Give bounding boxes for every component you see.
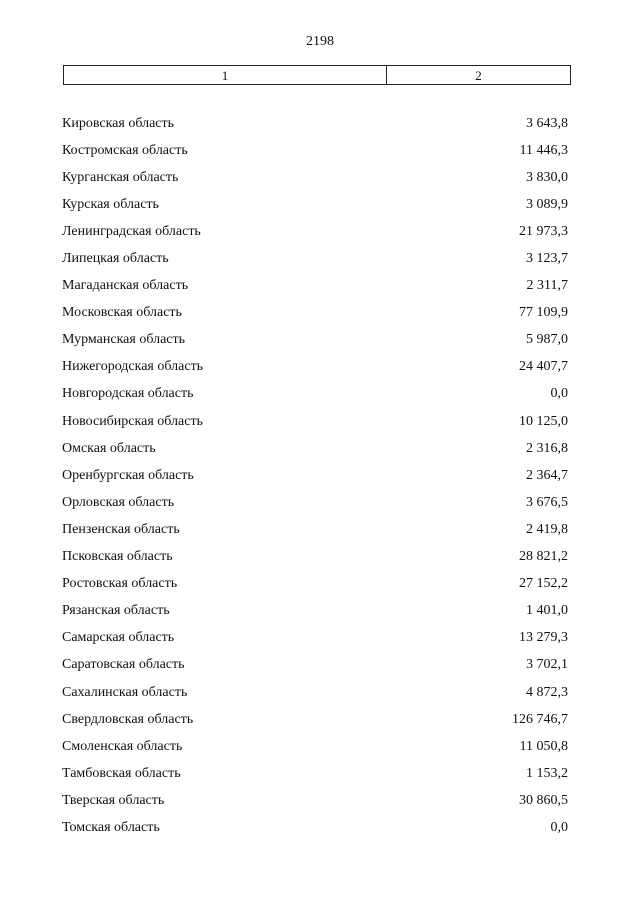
region-value: 3 830,0 <box>526 169 568 185</box>
table-row <box>62 787 568 814</box>
region-value: 2 311,7 <box>526 278 568 294</box>
table-row <box>62 625 568 652</box>
region-name: Смоленская область <box>62 738 183 754</box>
region-value: 1 153,2 <box>526 765 568 781</box>
region-name: Курская область <box>62 196 159 212</box>
region-name: Орловская область <box>62 494 175 510</box>
region-value: 3 676,5 <box>526 494 568 510</box>
region-value: 4 872,3 <box>526 684 568 700</box>
region-value: 24 407,7 <box>519 359 568 375</box>
region-name: Пензенская область <box>62 521 180 537</box>
table-row <box>62 137 568 164</box>
region-name: Тамбовская область <box>62 765 181 781</box>
region-value: 30 860,5 <box>519 792 568 808</box>
table-row <box>62 760 568 787</box>
region-name: Кировская область <box>62 115 175 131</box>
region-value: 2 419,8 <box>526 521 568 537</box>
region-name: Томская область <box>62 819 160 835</box>
region-value: 0,0 <box>550 386 568 402</box>
table-row <box>62 462 568 489</box>
region-name: Рязанская область <box>62 603 170 619</box>
table-row <box>62 327 568 354</box>
region-name: Липецкая область <box>62 251 169 267</box>
table-row <box>62 489 568 516</box>
region-value: 27 152,2 <box>519 576 568 592</box>
region-name: Сахалинская область <box>62 684 188 700</box>
region-name: Псковская область <box>62 549 173 565</box>
region-value: 0,0 <box>550 819 568 835</box>
region-table-body <box>62 110 568 842</box>
table-row <box>62 435 568 462</box>
region-name: Ростовская область <box>62 576 178 592</box>
region-name: Нижегородская область <box>62 359 204 375</box>
table-row <box>62 706 568 733</box>
region-value: 3 702,1 <box>526 657 568 673</box>
table-row <box>62 408 568 435</box>
region-name: Ленинградская область <box>62 223 201 239</box>
table-row <box>62 354 568 381</box>
region-name: Тверская область <box>62 792 165 808</box>
region-value: 3 123,7 <box>526 251 568 267</box>
table-row <box>62 544 568 571</box>
page-number: 2198 <box>306 34 334 49</box>
region-value: 1 401,0 <box>526 603 568 619</box>
column-header-1: 1 <box>64 66 387 84</box>
region-value: 3 089,9 <box>526 196 568 212</box>
region-value: 77 109,9 <box>519 305 568 321</box>
table-row <box>62 814 568 841</box>
region-name: Костромская область <box>62 142 188 158</box>
region-name: Свердловская область <box>62 711 194 727</box>
region-name: Саратовская область <box>62 657 185 673</box>
region-value: 11 050,8 <box>519 738 568 754</box>
region-name: Самарская область <box>62 630 175 646</box>
column-header-table <box>63 65 571 85</box>
table-row <box>62 110 568 137</box>
table-row <box>62 218 568 245</box>
table-row <box>62 652 568 679</box>
table-row <box>62 191 568 218</box>
region-value: 28 821,2 <box>519 549 568 565</box>
region-name: Московская область <box>62 305 182 321</box>
table-row <box>62 381 568 408</box>
region-value: 13 279,3 <box>519 630 568 646</box>
region-value: 21 973,3 <box>519 223 568 239</box>
table-row <box>62 571 568 598</box>
table-row <box>62 598 568 625</box>
region-value: 2 364,7 <box>526 467 568 483</box>
region-value: 10 125,0 <box>519 413 568 429</box>
table-row <box>62 300 568 327</box>
region-name: Омская область <box>62 440 156 456</box>
region-value: 3 643,8 <box>526 115 568 131</box>
table-row <box>62 679 568 706</box>
region-name: Оренбургская область <box>62 467 194 483</box>
region-name: Магаданская область <box>62 278 189 294</box>
region-name: Новосибирская область <box>62 413 203 429</box>
table-row <box>62 245 568 272</box>
table-row <box>62 516 568 543</box>
region-name: Мурманская область <box>62 332 186 348</box>
region-value: 5 987,0 <box>526 332 568 348</box>
region-name: Курганская область <box>62 169 179 185</box>
region-value: 11 446,3 <box>519 142 568 158</box>
region-value: 2 316,8 <box>526 440 568 456</box>
table-row <box>62 164 568 191</box>
region-name: Новгородская область <box>62 386 194 402</box>
table-row <box>62 273 568 300</box>
region-value: 126 746,7 <box>512 711 568 727</box>
column-header-2: 2 <box>475 67 482 83</box>
table-row <box>62 733 568 760</box>
